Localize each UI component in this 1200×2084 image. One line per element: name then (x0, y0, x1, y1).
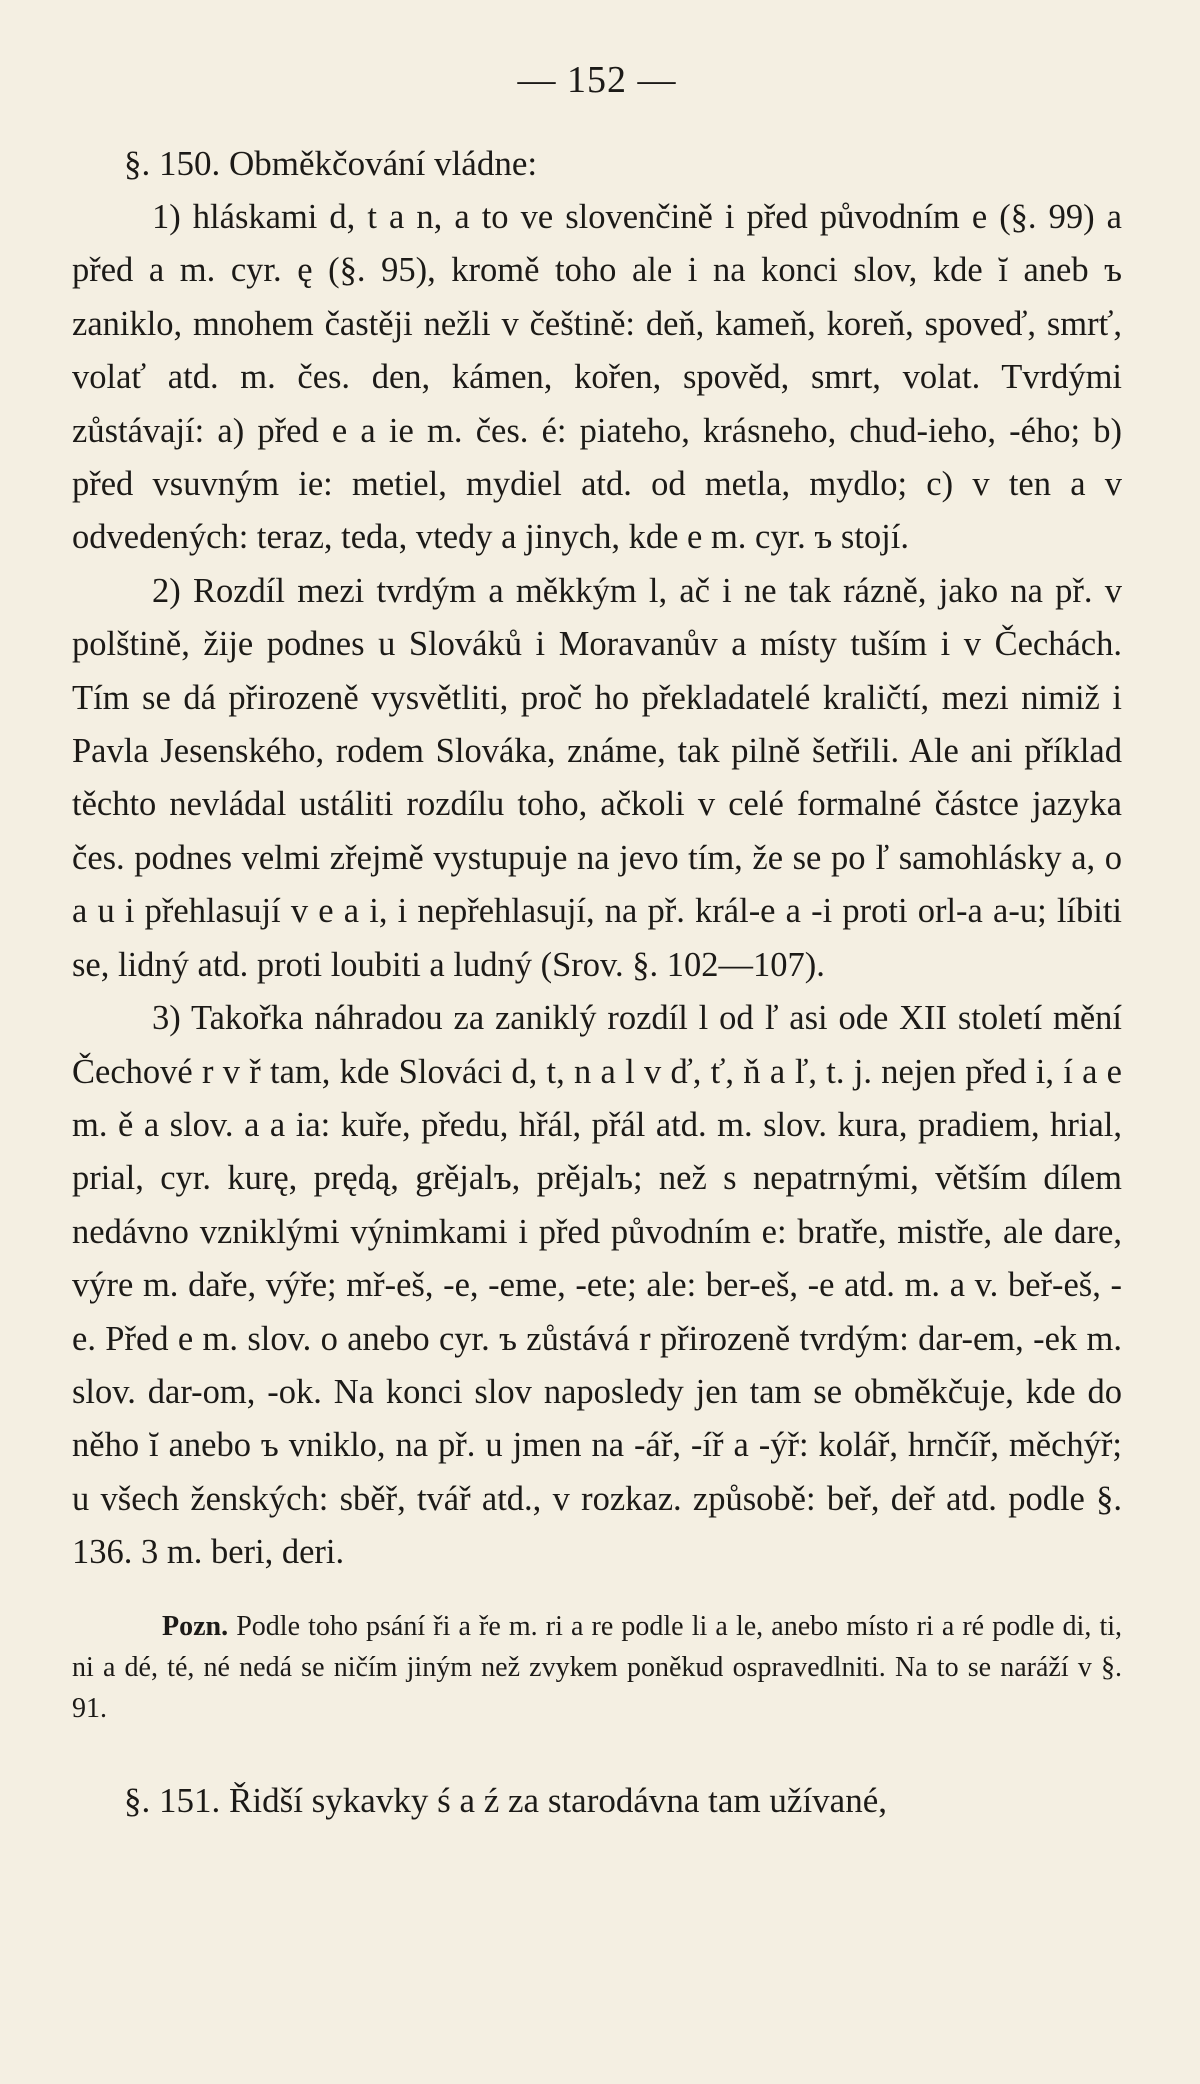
note-text: Podle toho psání ři a ře m. ri a re podle li a le, anebo místo ri a ré podle di, ti, ni a dé, té, né nedá se ničím jiným než zvykem poněkud ospravedlniti. Na to se naráží v §. 91. (72, 1610, 1123, 1724)
note-label: Pozn. (162, 1610, 229, 1642)
paragraph-1: 1) hláskami d, t a n, a to ve slovenčině i před původním e (§. 99) a před a m. cyr. ę (§. 95), kromě toho ale i na konci slov, kde ĭ aneb ъ zaniklo, mnohem častěji nežli v češtině: deň, kameň, koreň, spoveď, smrť, volať atd. m. čes. den, kámen, kořen, spověd, smrt, volat. Tvrdými zůstávají: a) před e a ie m. čes. é: piateho, krásneho, chud-ieho, -ého; b) před vsuvným ie: metiel, mydiel atd. od metla, mydlo; c) v ten a v odvedených: teraz, teda, vtedy a jinych, kde e m. cyr. ъ stojí. (72, 198, 1122, 557)
paragraph-3: 3) Takořka náhradou za zaniklý rozdíl l od ľ asi ode XII století mění Čechové r v ř tam, kde Slováci d, t, n a l v ď, ť, ň a ľ, t. j. nejen před i, í a e m. ě a slov. a a ia: kuře, předu, hřál, přál atd. m. slov. kura, pradiem, hrial, prial, cyr. kurę, prędą, grějalъ, prějalъ; než s nepatrnými, větším dílem nedávno vzniklými výnimkami i před původním e: bratře, mistře, ale dare, výre m. daře, výře; mř-eš, -e, -eme, -ete; ale: ber-eš, -e atd. m. a v. beř-eš, -e. Před e m. slov. o anebo cyr. ъ zůstává r přirozeně tvrdým: dar-em, -ek m. slov. dar-om, -ok. Na konci slov naposledy jen tam se obměkčuje, kde do něho ĭ anebo ъ vniklo, na př. u jmen na -ář, -íř a -ýř: kolář, hrnčíř, měchýř; u všech ženských: sběř, tvář atd., v rozkaz. způsobě: beř, deř atd. podle §. 136. 3 m. beri, deri. (72, 999, 1122, 1572)
section-150-body (72, 191, 1122, 1580)
section-151-heading: §. 151. Řidší sykavky ś a ź za starodávna tam užívané, (124, 1780, 887, 1820)
footnote (72, 1606, 1122, 1729)
paragraph-2: 2) Rozdíl mezi tvrdým a měkkým l, ač i ne tak rázně, jako na př. v polštině, žije podnes u Slováků i Moravanův a místy tuším i v Čechách. Tím se dá přirozeně vysvětliti, proč ho překladatelé kraličtí, mezi nimiž i Pavla Jesenského, rodem Slováka, známe, tak pilně šetřili. Ale ani příklad těchto nevládal ustáliti rozdílu toho, ačkoli v celé formalné částce jazyka čes. podnes velmi zřejmě vystupuje na jevo tím, že se po ľ samohlásky a, o a u i přehlasují v e a i, i nepřehlasují, na př. král-e a -i proti orl-a a-u; líbiti se, lidný atd. proti loubiti a ludný (Srov. §. 102—107). (72, 571, 1122, 984)
page-number: — 152 — (517, 59, 677, 101)
section-150-heading: §. 150. Obměkčování vládne: (124, 144, 538, 183)
